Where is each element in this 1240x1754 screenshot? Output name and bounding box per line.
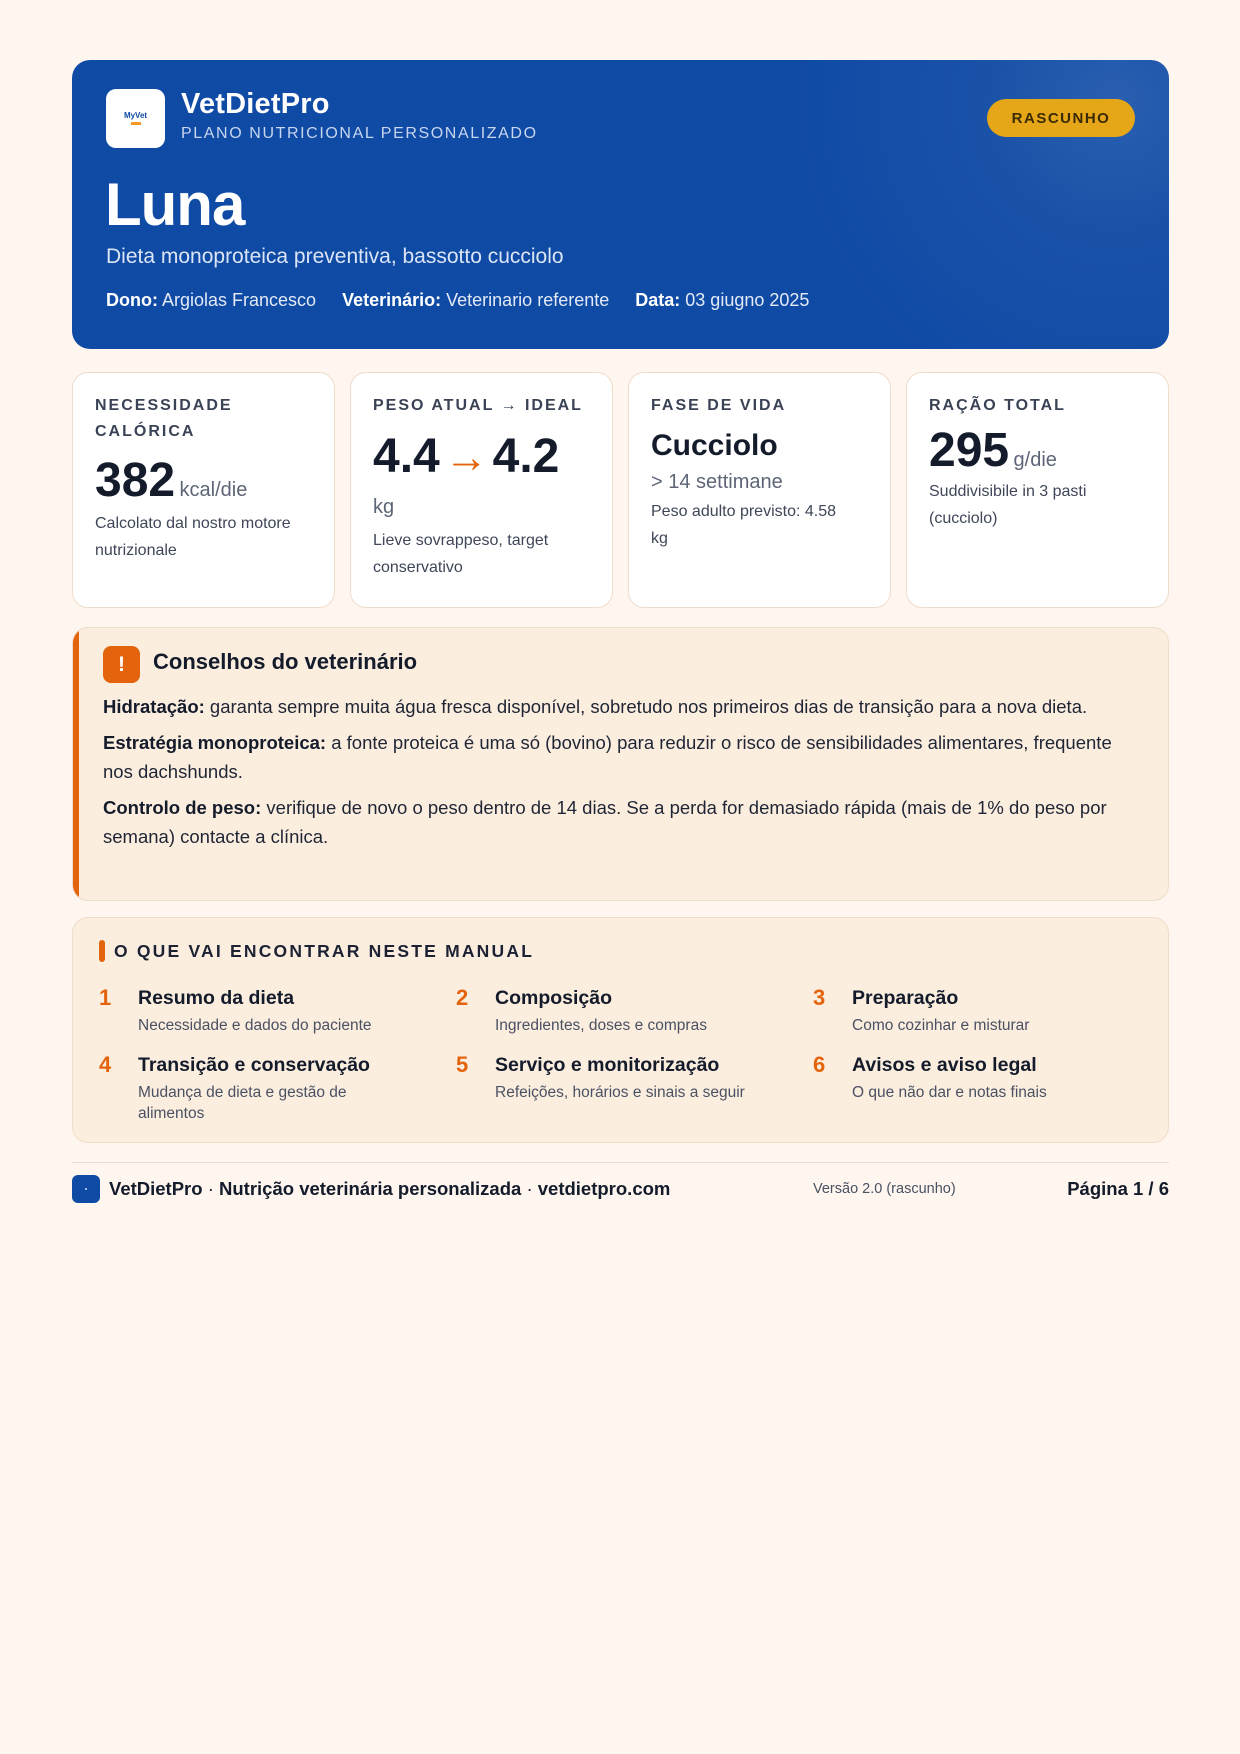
manual-item-number: 3 [813,985,826,1010]
ration-value: 295 [929,424,1010,477]
advice-title: Conselhos do veterinário [153,649,418,674]
page-number: Página 1 / 6 [1067,1178,1169,1199]
manual-item-title: Resumo da dieta [138,987,295,1009]
brand-subtitle: PLANO NUTRICIONAL PERSONALIZADO [181,125,538,142]
manual-item-number: 4 [99,1052,112,1077]
ration-label: RAÇÃO TOTAL [929,397,1066,414]
advice-item-text: garanta sempre muita água fresca disponível, sobretudo nos primeiros dias de transição para a nova dieta. [204,696,1088,717]
ration-note: Suddivisibile in 3 pasti (cucciolo) [929,483,1087,527]
meta-line [106,290,809,311]
weight-card [350,372,613,608]
weight-value-row [373,429,590,484]
manual-item-title: Composição [495,987,613,1009]
manual-item-number: 1 [99,985,112,1010]
weight-current: 4.4 [373,430,440,483]
weight-unit: kg [373,496,395,518]
manual-item-desc: Ingredientes, doses e compras [495,1017,707,1034]
pet-name: Luna [105,171,245,238]
life-stage-note: Peso adulto previsto: 4.58 kg [651,503,837,547]
manual-item-title: Preparação [852,987,959,1009]
advice-body [103,692,1143,858]
footer-brand-line: VetDietPro · Nutrição veterinária personalizada · vetdietpro.com [109,1178,671,1199]
alert-icon: ! [103,646,140,683]
advice-item [103,793,1143,852]
manual-item-desc: O que não dar e notas finais [852,1084,1047,1101]
manual-item-desc: Mudança de dieta e gestão de alimentos [138,1084,347,1122]
calories-note: Calcolato dal nostro motore nutrizionale [95,515,291,559]
brand-name: VetDietPro [181,88,330,120]
ration-unit: g/die [1013,449,1057,471]
weight-ideal: 4.2 [492,430,560,483]
manual-item-desc: Necessidade e dados do paciente [138,1017,372,1034]
owner-value: Argiolas Francesco [162,290,317,310]
paw-logo-icon [124,112,147,125]
footer-brand: VetDietPro [109,1178,203,1199]
life-stage-label: FASE DE VIDA [651,397,787,414]
advice-accent-bar [73,628,79,900]
advice-item-label: Estratégia monoproteica: [103,731,327,753]
footer-version: Versão 2.0 (rascunho) [813,1181,956,1197]
manual-item-desc: Refeições, horários e sinais a seguir [495,1084,745,1101]
footer-website-link[interactable]: vetdietpro.com [537,1178,671,1199]
life-stage-card [628,372,891,608]
logo-text: MyVet [123,111,148,120]
diet-description: Dieta monoproteica preventiva, bassotto cucciolo [106,245,564,268]
manual-item-title: Transição e conservação [138,1054,370,1076]
ration-value-row [929,423,1146,478]
manual-title: O QUE VAI ENCONTRAR NESTE MANUAL [114,941,535,961]
manual-contents-panel [72,917,1169,1143]
date-label: Data: [635,290,681,310]
manual-item-number: 5 [456,1052,469,1077]
life-stage-detail: > 14 settimane [651,471,783,493]
footer-tagline: Nutrição veterinária personalizada [219,1178,522,1199]
calories-value-row [95,453,312,508]
document-page [72,60,1169,1199]
ration-card [906,372,1169,608]
manual-item-number: 2 [456,985,469,1010]
life-stage-value: Cucciolo [651,429,778,462]
weight-note: Lieve sovrappeso, target conservativo [373,532,549,576]
weight-label: PESO ATUAL → IDEAL [373,397,583,414]
date-value: 03 giugno 2025 [685,290,810,310]
advice-item-label: Hidratação: [103,696,205,717]
vet-value: Veterinario referente [446,290,610,310]
stat-cards [72,372,1169,608]
calories-unit: kcal/die [179,479,248,501]
status-badge: RASCUNHO [987,99,1135,137]
calories-value: 382 [95,454,176,507]
manual-accent-bar [99,940,105,962]
page-footer [72,1174,1169,1202]
calories-card [72,372,335,608]
advice-item-text: verifique de novo o peso dentro de 14 dias. Se a perda for demasiado rápida (mais de 1% do peso por semana) contacte a clínica. [103,796,1107,847]
manual-item-title: Serviço e monitorização [495,1054,720,1076]
advice-item-text: a fonte proteica é uma só (bovino) para reduzir o risco de sensibilidades alimentares, frequente nos dachshunds. [103,731,1112,782]
brand-logo [106,89,165,148]
advice-item [103,692,1143,722]
manual-item-desc: Como cozinhar e misturar [852,1017,1030,1034]
calories-label: NECESSIDADE CALÓRICA [95,397,233,440]
advice-item-label: Controlo de peso: [103,796,262,818]
manual-item-number: 6 [813,1052,826,1077]
arrow-right-icon: → [444,433,489,482]
vet-label: Veterinário: [342,290,442,310]
manual-item-title: Avisos e aviso legal [852,1054,1037,1076]
header-banner [72,60,1169,349]
footer-divider [72,1162,1169,1163]
owner-label: Dono: [106,290,158,310]
advice-item [103,728,1143,787]
vet-advice-panel [72,627,1169,901]
footer-logo-icon [72,1175,100,1203]
